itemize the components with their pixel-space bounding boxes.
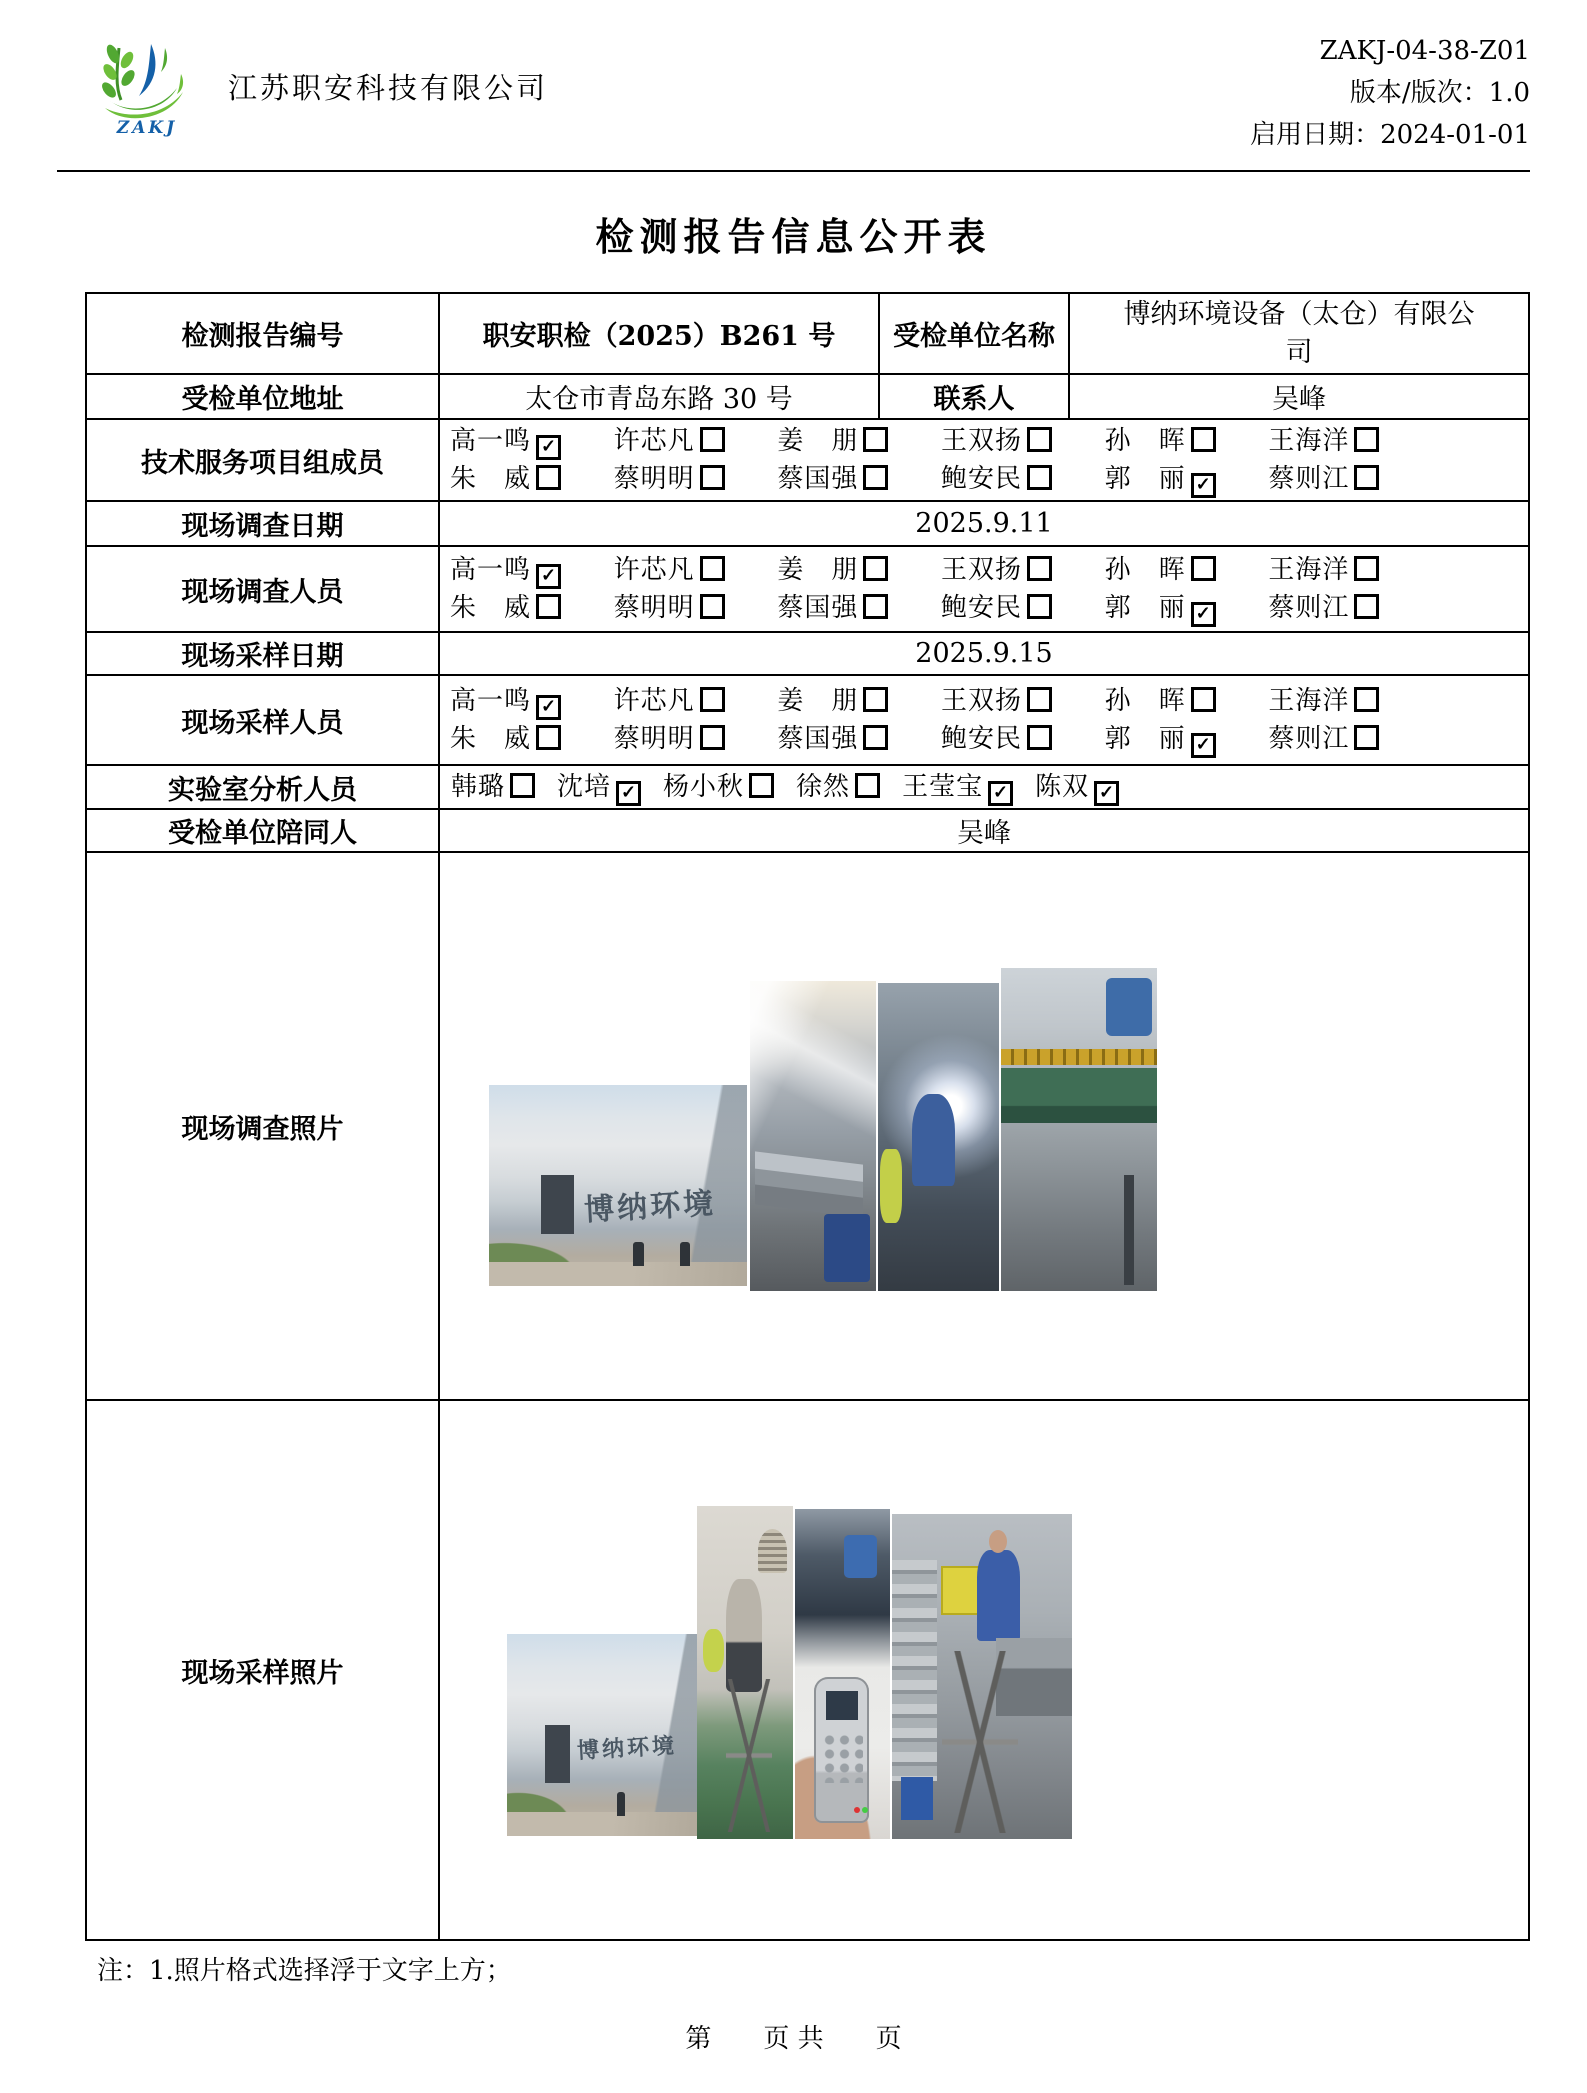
checkbox-checked[interactable]: ✓	[1191, 602, 1216, 627]
sampling-date-label: 现场采样日期	[86, 632, 439, 675]
logo-wordmark: ZAKJ	[116, 118, 178, 138]
member-item	[941, 422, 1052, 460]
checkbox-unchecked[interactable]	[700, 556, 725, 581]
sampling-tripod	[726, 1679, 772, 1832]
checkbox-unchecked[interactable]	[1027, 465, 1052, 490]
member-name: 鲍安民	[941, 464, 1023, 494]
machine-post	[1124, 1175, 1133, 1285]
contact-label: 联系人	[879, 374, 1069, 419]
checkbox-unchecked[interactable]	[1354, 725, 1379, 750]
checkbox-unchecked[interactable]	[863, 556, 888, 581]
checkbox-unchecked[interactable]	[1027, 594, 1052, 619]
member-item	[777, 460, 888, 498]
checkbox-unchecked[interactable]	[863, 427, 888, 452]
gate-bollard	[633, 1242, 643, 1266]
checkbox-unchecked[interactable]	[536, 465, 561, 490]
welder-figure	[912, 1094, 956, 1186]
gate-bollard	[617, 1792, 625, 1816]
sampling-tripod	[942, 1651, 1018, 1833]
member-checkbox-row	[440, 551, 1528, 589]
checkbox-unchecked[interactable]	[1354, 556, 1379, 581]
member-item	[1105, 720, 1216, 758]
table-row	[86, 852, 1529, 1400]
companion-value: 吴峰	[439, 809, 1529, 852]
checkbox-unchecked[interactable]	[536, 725, 561, 750]
checkbox-unchecked[interactable]	[1354, 465, 1379, 490]
member-name: 姜 朋	[777, 555, 859, 585]
member-item	[1105, 589, 1216, 627]
member-item	[614, 589, 725, 627]
member-item	[941, 682, 1052, 720]
checkbox-unchecked[interactable]	[1027, 725, 1052, 750]
member-name: 许芯凡	[613, 426, 695, 456]
member-checkbox-row	[440, 422, 1528, 460]
member-item	[663, 768, 774, 806]
survey-staff-cell	[439, 546, 1529, 632]
table-row	[86, 632, 1529, 675]
member-name: 蔡明明	[613, 593, 695, 623]
team-label: 技术服务项目组成员	[86, 419, 439, 501]
member-name: 高一鸣	[450, 686, 532, 716]
checkbox-unchecked[interactable]	[863, 687, 888, 712]
member-name: 王莹宝	[902, 772, 984, 802]
member-name: 王海洋	[1268, 555, 1350, 585]
member-name: 沈培	[557, 772, 612, 802]
checkbox-checked[interactable]: ✓	[1094, 781, 1119, 806]
member-name: 郭 丽	[1104, 724, 1186, 754]
member-item	[777, 682, 888, 720]
machine-belt	[1001, 1068, 1157, 1123]
survey-photos-label: 现场调查照片	[86, 852, 439, 1400]
machine-unit	[1106, 978, 1153, 1036]
member-item	[450, 551, 561, 589]
meter-screen	[826, 1691, 857, 1721]
member-item	[941, 589, 1052, 627]
member-name: 朱 威	[450, 464, 532, 494]
report-no-value: 职安职检（2025）B261 号	[439, 293, 879, 374]
sampling-date-value: 2025.9.15	[439, 632, 1529, 675]
document-control-block	[1250, 30, 1530, 156]
checkbox-unchecked[interactable]	[700, 465, 725, 490]
sampling-photos-label: 现场采样照片	[86, 1400, 439, 1940]
table-row	[86, 293, 1529, 374]
survey-photo-factory-gate	[489, 1085, 747, 1286]
contact-value: 吴峰	[1069, 374, 1529, 419]
member-item	[777, 422, 888, 460]
checkbox-unchecked[interactable]	[700, 687, 725, 712]
table-row	[86, 1400, 1529, 1940]
doc-version: 版本/版次：1.0	[1349, 78, 1530, 108]
unit-name-value: 博纳环境设备（太仓）有限公司	[1069, 293, 1529, 374]
survey-photo-welding	[878, 983, 999, 1291]
checkbox-unchecked[interactable]	[1354, 427, 1379, 452]
meter-led-green	[862, 1807, 868, 1813]
checkbox-checked[interactable]: ✓	[536, 564, 561, 589]
report-info-table	[85, 292, 1530, 1941]
member-name: 蔡国强	[777, 724, 859, 754]
sampling-photo-factory-gate	[507, 1634, 697, 1836]
checkbox-unchecked[interactable]	[1354, 594, 1379, 619]
sampling-photos-cell	[439, 1400, 1529, 1940]
lab-staff-label: 实验室分析人员	[86, 765, 439, 809]
doc-code: ZAKJ-04-38-Z01	[1319, 36, 1530, 66]
checkbox-unchecked[interactable]	[536, 594, 561, 619]
checkbox-unchecked[interactable]	[749, 773, 774, 798]
member-name: 王海洋	[1268, 426, 1350, 456]
member-item	[1268, 682, 1379, 720]
unit-name-label: 受检单位名称	[879, 293, 1069, 374]
survey-staff-label: 现场调查人员	[86, 546, 439, 632]
member-item	[1035, 768, 1119, 806]
member-item	[450, 682, 561, 720]
member-name: 朱 威	[450, 593, 532, 623]
member-item	[1268, 460, 1379, 498]
member-item	[941, 551, 1052, 589]
checkbox-unchecked[interactable]	[1191, 427, 1216, 452]
survey-photos-cell	[439, 852, 1529, 1400]
member-name: 蔡国强	[777, 464, 859, 494]
checkbox-unchecked[interactable]	[510, 773, 535, 798]
member-item	[1105, 551, 1216, 589]
member-name: 许芯凡	[613, 686, 695, 716]
member-item	[450, 422, 561, 460]
member-item	[614, 422, 725, 460]
sampling-staff-cell	[439, 675, 1529, 765]
header-divider	[57, 170, 1530, 172]
gate-bollard	[680, 1242, 690, 1266]
member-name: 王双扬	[941, 555, 1023, 585]
checkbox-unchecked[interactable]	[863, 465, 888, 490]
member-checkbox-row	[440, 682, 1528, 720]
member-item	[777, 589, 888, 627]
member-name: 鲍安民	[941, 724, 1023, 754]
member-name: 蔡明明	[613, 724, 695, 754]
member-checkbox-row	[440, 720, 1528, 758]
member-name: 蔡国强	[777, 593, 859, 623]
checkbox-unchecked[interactable]	[863, 594, 888, 619]
checkbox-checked[interactable]: ✓	[1191, 473, 1216, 498]
table-row	[86, 501, 1529, 546]
wall-vent	[758, 1529, 787, 1572]
checkbox-unchecked[interactable]	[1191, 687, 1216, 712]
checkbox-checked[interactable]: ✓	[536, 695, 561, 720]
table-row	[86, 374, 1529, 419]
member-item	[1105, 422, 1216, 460]
member-name: 朱 威	[450, 724, 532, 754]
checkbox-unchecked[interactable]	[1191, 556, 1216, 581]
member-name: 高一鸣	[450, 426, 532, 456]
gate-road	[507, 1812, 697, 1836]
member-checkbox-row	[440, 460, 1528, 498]
meter-led-red	[854, 1807, 860, 1813]
workshop-table	[755, 1151, 863, 1217]
member-name: 孙 晖	[1104, 555, 1186, 585]
company-logo	[92, 38, 202, 138]
gate-sign-text: 博纳环境	[576, 1732, 679, 1765]
table-row	[86, 809, 1529, 852]
member-name: 蔡则江	[1268, 464, 1350, 494]
hi-vis-vest	[880, 1149, 902, 1223]
member-item	[777, 551, 888, 589]
member-name: 王双扬	[941, 686, 1023, 716]
sampling-photo-tripod-corridor	[697, 1506, 793, 1839]
meter-keypad	[822, 1733, 864, 1783]
member-item	[1105, 682, 1216, 720]
member-name: 鲍安民	[941, 593, 1023, 623]
checkbox-checked[interactable]: ✓	[536, 435, 561, 460]
member-name: 高一鸣	[450, 555, 532, 585]
member-item	[614, 720, 725, 758]
survey-date-value: 2025.9.11	[439, 501, 1529, 546]
member-name: 王双扬	[941, 426, 1023, 456]
survey-photo-production-machine	[1001, 968, 1157, 1291]
member-checkbox-row	[440, 589, 1528, 627]
sampling-staff-label: 现场采样人员	[86, 675, 439, 765]
member-name: 蔡明明	[613, 464, 695, 494]
member-name: 蔡则江	[1268, 593, 1350, 623]
member-item	[1268, 589, 1379, 627]
checkbox-unchecked[interactable]	[700, 725, 725, 750]
member-name: 许芯凡	[613, 555, 695, 585]
checkbox-unchecked[interactable]	[700, 427, 725, 452]
checkbox-unchecked[interactable]	[700, 594, 725, 619]
member-item	[902, 768, 1013, 806]
checkbox-unchecked[interactable]	[1027, 687, 1052, 712]
member-checkbox-row	[441, 768, 1527, 806]
member-item	[450, 589, 561, 627]
report-no-label: 检测报告编号	[86, 293, 439, 374]
gate-sign-text: 博纳环境	[583, 1186, 718, 1229]
member-name: 姜 朋	[777, 426, 859, 456]
checkbox-unchecked[interactable]	[855, 773, 880, 798]
member-name: 徐然	[796, 772, 851, 802]
member-item	[941, 460, 1052, 498]
member-name: 韩璐	[451, 772, 506, 802]
checkbox-checked[interactable]: ✓	[616, 781, 641, 806]
member-item	[1268, 720, 1379, 758]
gate-road	[489, 1262, 747, 1286]
footnote: 注：1.照片格式选择浮于文字上方；	[97, 1956, 512, 1986]
member-item	[557, 768, 641, 806]
survey-photo-workshop-interior	[750, 981, 876, 1291]
table-row	[86, 675, 1529, 765]
page-footer: 第 页 共 页	[685, 2024, 902, 2054]
member-item	[796, 768, 880, 806]
member-item	[450, 720, 561, 758]
member-name: 孙 晖	[1104, 686, 1186, 716]
member-name: 陈双	[1035, 772, 1090, 802]
member-name: 杨小秋	[663, 772, 745, 802]
checkbox-unchecked[interactable]	[1354, 687, 1379, 712]
logo-graphic	[95, 38, 199, 120]
member-name: 郭 丽	[1104, 464, 1186, 494]
member-item	[941, 720, 1052, 758]
member-item	[451, 768, 535, 806]
page-title: 检测报告信息公开表	[595, 214, 992, 259]
blue-crates	[901, 1777, 933, 1819]
checkbox-unchecked[interactable]	[863, 725, 888, 750]
worker-blue-shirt	[977, 1550, 1020, 1641]
member-name: 郭 丽	[1104, 593, 1186, 623]
member-item	[1268, 551, 1379, 589]
member-item	[614, 460, 725, 498]
member-name: 蔡则江	[1268, 724, 1350, 754]
doc-start-date: 启用日期：2024-01-01	[1250, 120, 1530, 150]
member-item	[614, 682, 725, 720]
companion-label: 受检单位陪同人	[86, 809, 439, 852]
checkbox-unchecked[interactable]	[1027, 556, 1052, 581]
table-row	[86, 765, 1529, 809]
table-row	[86, 546, 1529, 632]
member-item	[450, 460, 561, 498]
hi-vis-vest	[703, 1629, 724, 1672]
table-row	[86, 419, 1529, 501]
checkbox-checked[interactable]: ✓	[1191, 733, 1216, 758]
member-item	[1105, 460, 1216, 498]
member-name: 孙 晖	[1104, 426, 1186, 456]
member-item	[1268, 422, 1379, 460]
blue-bin	[824, 1214, 869, 1282]
sampling-photo-handheld-meter	[795, 1509, 890, 1839]
checkbox-unchecked[interactable]	[1027, 427, 1052, 452]
checkbox-checked[interactable]: ✓	[988, 781, 1013, 806]
survey-date-label: 现场调查日期	[86, 501, 439, 546]
sampling-photo-workshop-tripod	[892, 1514, 1072, 1839]
member-name: 王海洋	[1268, 686, 1350, 716]
member-item	[777, 720, 888, 758]
member-name: 姜 朋	[777, 686, 859, 716]
team-members-cell	[439, 419, 1529, 501]
gate-sign-board	[545, 1725, 570, 1784]
technician-figure	[726, 1579, 762, 1692]
company-name: 江苏职安科技有限公司	[228, 71, 549, 105]
cnc-machine-part	[844, 1535, 876, 1578]
unit-address-value: 太仓市青岛东路 30 号	[439, 374, 879, 419]
unit-address-label: 受检单位地址	[86, 374, 439, 419]
member-item	[614, 551, 725, 589]
gate-sign-board	[541, 1175, 575, 1233]
machine-rail	[1001, 1049, 1157, 1065]
lab-staff-cell	[439, 765, 1529, 809]
parts-stack	[892, 1560, 937, 1781]
